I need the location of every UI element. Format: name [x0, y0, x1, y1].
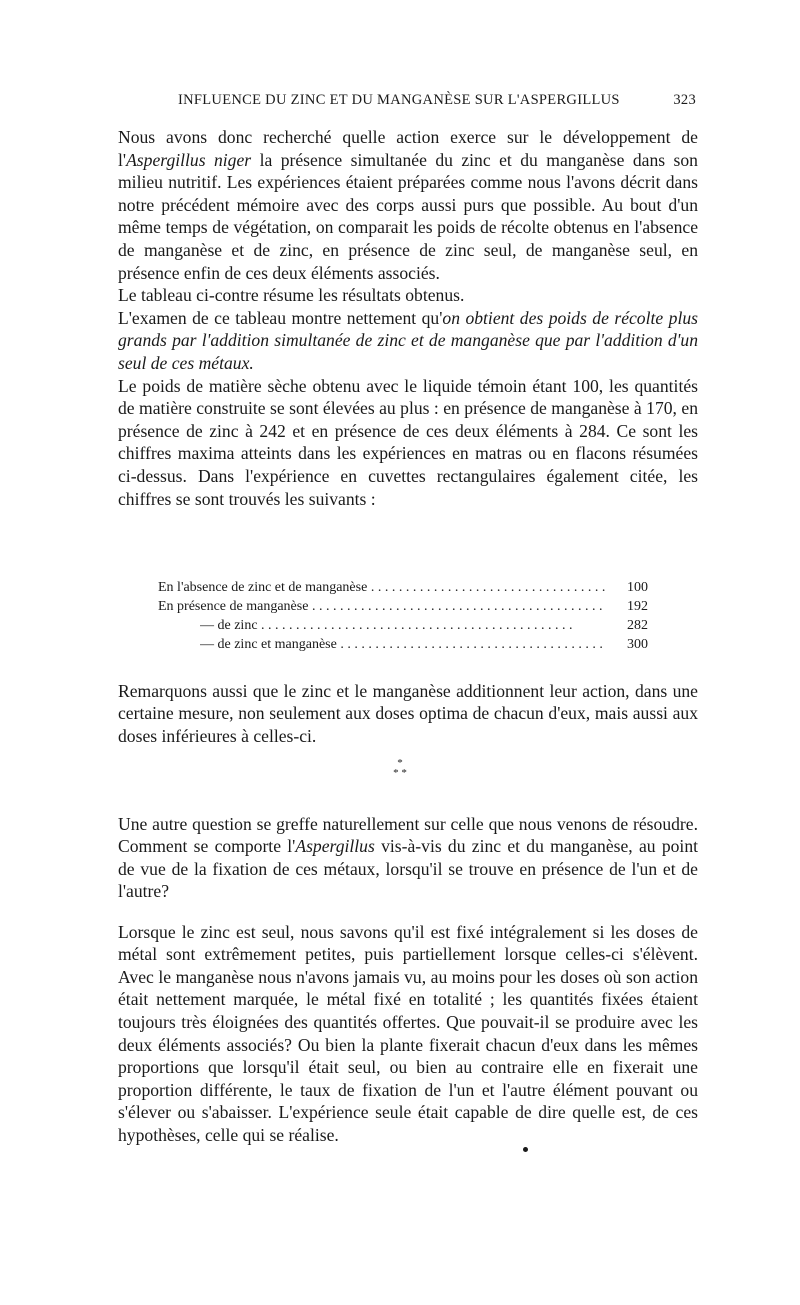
table-row	[158, 578, 648, 597]
paragraph: Remarquons aussi que le zinc et le manganèse additionnent leur action, dans une certaine mesure, non seulement aux doses optima de chacun d'eux, mais aussi aux doses inférieures à celles-ci.	[118, 680, 698, 746]
asterisk-top: *	[397, 757, 403, 769]
asterisk-bottom: * *	[393, 767, 407, 779]
section-separator-asterisks	[0, 758, 800, 778]
body-text-top	[118, 126, 698, 510]
paragraph: Le tableau ci-contre résume les résultats obtenus.	[118, 285, 465, 306]
table-row-label: — de zinc et manganèse . . .	[200, 635, 606, 654]
paragraph: Une autre question se greffe naturellement sur celle que nous venons de résoudre. Comment se comporte l'Aspergillus vis-à-vis du zinc et du manganèse, au point de vue de la fixation de ces métaux, lorsqu'il se trouve en présence de l'un et de l'autre?	[118, 813, 698, 902]
table-row-value: 100	[606, 578, 648, 597]
table-row-value: 300	[606, 635, 648, 654]
table-row	[158, 635, 648, 654]
paragraph: Nous avons donc recherché quelle action exerce sur le développement de l'Aspergillus niger la présence simultanée du zinc et du manganèse dans son milieu nutritif. Les expériences étaient préparées comme nous l'avons décrit dans notre précédent mémoire avec des corps aussi purs que possible. Au bout d'un même temps de végétation, on comparait les poids de récolte obtenus en l'absence de manganèse et de zinc, en présence de zinc seul, de manganèse seul, en présence enfin de ces deux éléments associés.	[118, 127, 698, 283]
table-row-label: — de zinc . . .	[200, 616, 606, 635]
ink-spot	[523, 1147, 528, 1152]
table-row	[158, 597, 648, 616]
page-number: 323	[673, 92, 696, 108]
body-text-bottom	[118, 795, 698, 1164]
table-row-value: 282	[606, 616, 648, 635]
body-text-mid	[118, 662, 698, 765]
results-table	[158, 578, 648, 654]
running-title: INFLUENCE DU ZINC ET DU MANGANÈSE SUR L'ASPERGILLUS	[178, 92, 620, 108]
paragraph: Lorsque le zinc est seul, nous savons qu'il est fixé intégralement si les doses de métal sont extrêmement petites, puis partiellement lorsque celles-ci s'élèvent. Avec le manganèse nous n'avons jamais vu, au moins pour les doses où son action était nettement marquée, le métal fixé en totalité ; les quantités fixées étaient toujours très éloignées des quantités offertes. Que pouvait-il se produire avec les deux éléments associés? Ou bien la plante fixerait chacun d'eux dans les mêmes proportions que lorsqu'il était seul, ou bien au contraire elle en fixerait une proportion différente, le taux de fixation de l'un et l'autre élément pouvant ou s'élever ou s'abaisser. L'expérience seule était capable de dire quelle est, de ces hypothèses, celle qui se réalise.	[118, 921, 698, 1145]
paragraph: L'examen de ce tableau montre nettement qu'on obtient des poids de récolte plus grands par l'addition simultanée de zinc et de manganèse que par l'addition d'un seul de ces métaux.	[118, 307, 698, 373]
table-row-label: En présence de manganèse . . .	[158, 597, 606, 616]
table-row	[158, 616, 648, 635]
table-row-value: 192	[606, 597, 648, 616]
table-row-label: En l'absence de zinc et de manganèse . . .	[158, 578, 606, 597]
paragraph: Le poids de matière sèche obtenu avec le liquide témoin étant 100, les quantités de matière construite se sont élevées au plus : en présence de manganèse à 170, en présence de zinc à 242 et en présence de ces deux éléments à 284. Ce sont les chiffres maxima atteints dans les expériences en matras ou en flacons résumées ci-dessus. Dans l'expérience en cuvettes rectangulaires également citée, les chiffres se sont trouvés les suivants :	[118, 375, 698, 509]
